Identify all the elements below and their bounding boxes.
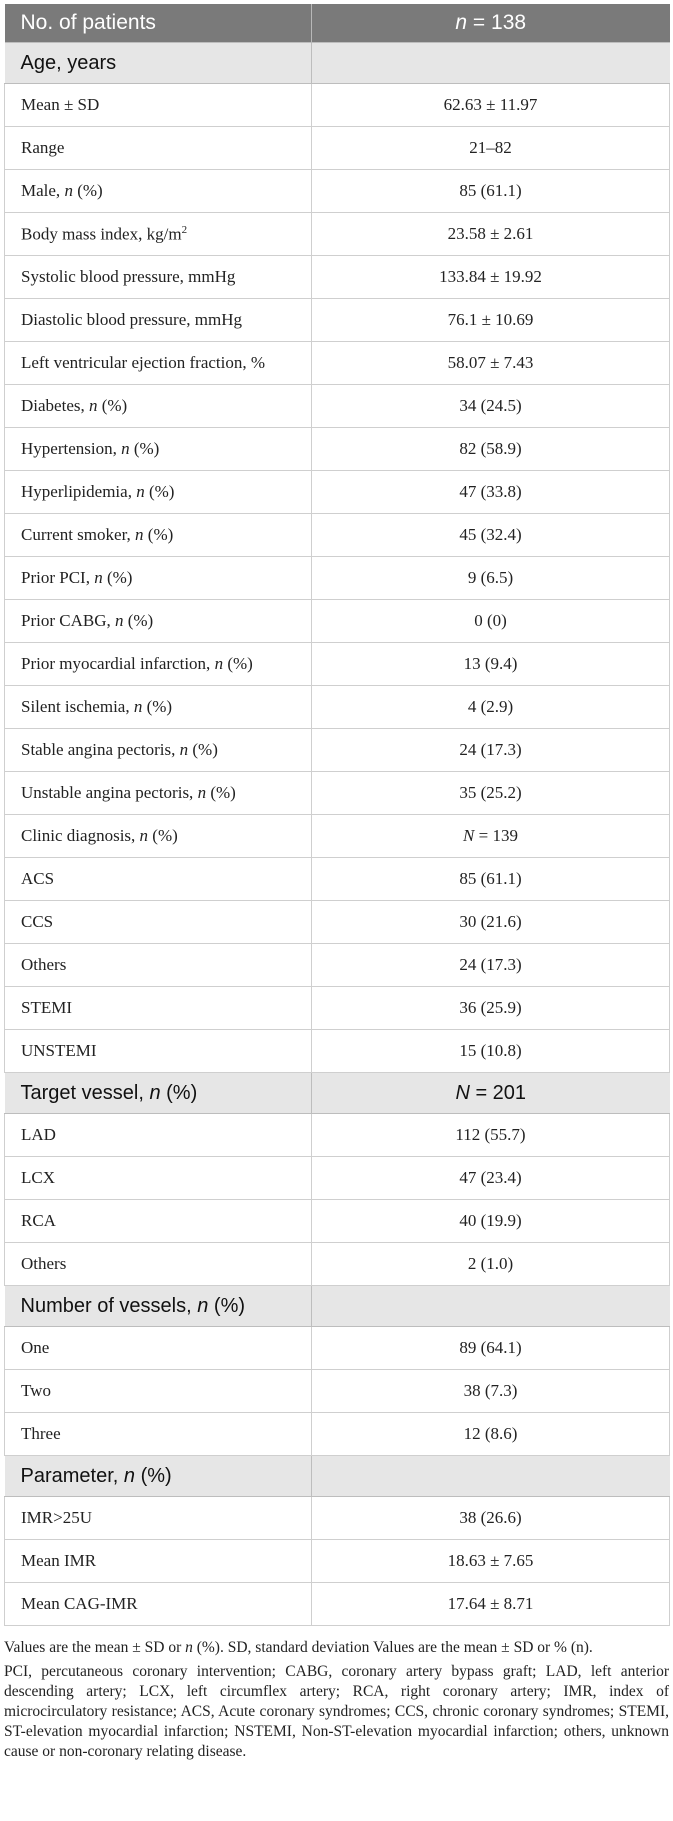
table-row xyxy=(5,1200,670,1243)
table-row xyxy=(5,1583,670,1626)
row-value-text: = 139 xyxy=(474,826,518,845)
section-title-suffix: (%) xyxy=(160,1081,198,1104)
table-row xyxy=(5,514,670,557)
row-label-italic: n xyxy=(114,611,124,630)
row-value xyxy=(312,944,670,987)
row-label-suffix: (%) xyxy=(97,396,128,415)
row-label xyxy=(5,1200,312,1243)
row-label-italic: n xyxy=(179,740,189,759)
row-label xyxy=(5,858,312,901)
row-value xyxy=(312,686,670,729)
row-value xyxy=(312,213,670,256)
row-label-text: Silent ischemia, xyxy=(21,697,134,716)
row-label-suffix: (%) xyxy=(223,654,253,673)
table-row xyxy=(5,815,670,858)
row-label xyxy=(5,213,312,256)
row-label-text: Others xyxy=(21,1254,67,1273)
row-label-italic: n xyxy=(136,482,145,501)
row-label-text: Diabetes, xyxy=(21,396,89,415)
row-value-text: 38 (7.3) xyxy=(463,1381,518,1400)
table-row xyxy=(5,1327,670,1370)
row-label-italic: n xyxy=(88,396,98,415)
row-label-suffix: (%) xyxy=(102,568,133,587)
row-label-text: Stable angina pectoris, xyxy=(21,740,180,759)
section-title-suffix: (%) xyxy=(208,1294,246,1317)
row-value xyxy=(312,901,670,944)
section-title xyxy=(5,1073,312,1114)
row-label-italic: n xyxy=(214,654,224,673)
table-row xyxy=(5,901,670,944)
row-value xyxy=(312,1583,670,1626)
row-label-suffix: (%) xyxy=(144,482,175,501)
row-label-text: Three xyxy=(21,1424,61,1443)
row-value-text: 45 (32.4) xyxy=(459,525,522,544)
table-row xyxy=(5,729,670,772)
row-value-text: 12 (8.6) xyxy=(463,1424,518,1443)
row-value-text: 62.63 ± 11.97 xyxy=(443,95,538,114)
row-label-suffix: (%) xyxy=(123,611,154,630)
table-row xyxy=(5,170,670,213)
row-value-text: 40 (19.9) xyxy=(459,1211,522,1230)
table-row xyxy=(5,772,670,815)
row-label xyxy=(5,1413,312,1456)
row-label xyxy=(5,385,312,428)
footnote-values-part2: (%). SD, standard deviation Values are the mean ± SD or % (n). xyxy=(192,1639,593,1656)
row-value-text: 85 (61.1) xyxy=(459,181,522,200)
row-label xyxy=(5,557,312,600)
table-header-row xyxy=(5,4,670,43)
row-label-suffix: (%) xyxy=(142,697,173,716)
row-value-text: 17.64 ± 8.71 xyxy=(447,1594,534,1613)
row-label-italic: n xyxy=(139,826,149,845)
footnote-values xyxy=(4,1638,669,1658)
row-label xyxy=(5,299,312,342)
footnote-values-n: n xyxy=(185,1639,193,1656)
row-value-text: 38 (26.6) xyxy=(459,1508,522,1527)
table-row xyxy=(5,987,670,1030)
section-title-suffix: (%) xyxy=(135,1464,172,1487)
row-value-text: 4 (2.9) xyxy=(467,697,514,716)
table-row xyxy=(5,944,670,987)
table-row xyxy=(5,1540,670,1583)
row-label-text: Diastolic blood pressure, mmHg xyxy=(21,310,242,329)
table-row xyxy=(5,600,670,643)
row-label-text: Hyperlipidemia, xyxy=(21,482,137,501)
row-value xyxy=(312,84,670,127)
row-value-text: 35 (25.2) xyxy=(459,783,522,802)
row-label xyxy=(5,471,312,514)
row-label-text: Body mass index, kg/m xyxy=(21,224,182,244)
row-label-superscript: 2 xyxy=(181,223,188,236)
row-label xyxy=(5,428,312,471)
row-value xyxy=(312,299,670,342)
row-label-text: Clinic diagnosis, xyxy=(21,826,140,845)
row-label-text: LCX xyxy=(21,1168,55,1187)
row-label xyxy=(5,1327,312,1370)
row-label xyxy=(5,1243,312,1286)
row-value xyxy=(312,1497,670,1540)
section-value xyxy=(312,1073,670,1114)
row-value xyxy=(312,1413,670,1456)
row-value-text: 30 (21.6) xyxy=(459,912,522,931)
section-title xyxy=(5,1286,312,1327)
row-label-italic: n xyxy=(133,697,143,716)
section-value-text: = 201 xyxy=(469,1081,527,1104)
row-value-text: 89 (64.1) xyxy=(459,1338,522,1357)
row-label-suffix: (%) xyxy=(143,525,174,544)
row-value xyxy=(312,471,670,514)
row-label-text: Mean CAG-IMR xyxy=(21,1594,138,1613)
row-label xyxy=(5,1497,312,1540)
row-label xyxy=(5,772,312,815)
row-value-text: 0 (0) xyxy=(474,611,507,630)
row-label-text: Prior CABG, xyxy=(21,611,115,630)
row-label-text: Two xyxy=(21,1381,51,1400)
table-row xyxy=(5,1413,670,1456)
row-value xyxy=(312,772,670,815)
table-row xyxy=(5,256,670,299)
row-label-text: Range xyxy=(21,138,65,157)
table-row xyxy=(5,557,670,600)
section-title-text: Parameter, xyxy=(20,1464,124,1487)
row-value-text: 112 (55.7) xyxy=(455,1125,526,1144)
table-row xyxy=(5,299,670,342)
row-label xyxy=(5,815,312,858)
section-title-italic: n xyxy=(197,1294,209,1317)
row-value xyxy=(312,127,670,170)
row-value-text: 47 (33.8) xyxy=(459,482,522,501)
row-value-text: 133.84 ± 19.92 xyxy=(439,267,542,286)
section-value xyxy=(312,1286,670,1327)
section-title xyxy=(5,1456,312,1497)
row-value xyxy=(312,600,670,643)
section-title xyxy=(5,43,312,84)
row-value xyxy=(312,1540,670,1583)
table-row xyxy=(5,1114,670,1157)
table-row xyxy=(5,1243,670,1286)
table-row xyxy=(5,84,670,127)
row-label xyxy=(5,1030,312,1073)
row-value xyxy=(312,1030,670,1073)
section-header-row xyxy=(5,1286,670,1327)
row-label xyxy=(5,1540,312,1583)
row-label xyxy=(5,84,312,127)
row-label-text: Unstable angina pectoris, xyxy=(21,783,198,802)
table-row xyxy=(5,127,670,170)
row-label-text: Left ventricular ejection fraction, % xyxy=(21,353,266,372)
patient-characteristics-table xyxy=(4,4,670,1626)
row-label-text: Prior myocardial infarction, xyxy=(21,654,215,673)
row-value xyxy=(312,1327,670,1370)
row-value xyxy=(312,514,670,557)
row-label xyxy=(5,686,312,729)
row-value-text: 13 (9.4) xyxy=(463,654,518,673)
table-row xyxy=(5,213,670,256)
row-value-text: 15 (10.8) xyxy=(459,1041,522,1060)
row-label xyxy=(5,170,312,213)
row-label-suffix: (%) xyxy=(148,826,178,845)
table-row xyxy=(5,385,670,428)
row-label xyxy=(5,944,312,987)
row-value-text: 82 (58.9) xyxy=(459,439,522,458)
row-label xyxy=(5,256,312,299)
row-label-text: CCS xyxy=(21,912,54,931)
section-value-italic: N xyxy=(455,1081,470,1104)
section-title-italic: n xyxy=(149,1081,161,1104)
row-label-text: Systolic blood pressure, mmHg xyxy=(21,267,236,286)
row-value xyxy=(312,170,670,213)
row-label xyxy=(5,643,312,686)
header-label: No. of patients xyxy=(5,4,312,43)
row-label xyxy=(5,729,312,772)
row-value xyxy=(312,1157,670,1200)
row-label-text: Others xyxy=(21,955,67,974)
row-value xyxy=(312,1370,670,1413)
table-row xyxy=(5,428,670,471)
row-value xyxy=(312,256,670,299)
row-value-text: 85 (61.1) xyxy=(459,869,522,888)
row-label-text: Hypertension, xyxy=(21,439,122,458)
row-label-italic: n xyxy=(94,568,103,587)
row-label xyxy=(5,1157,312,1200)
row-label xyxy=(5,127,312,170)
footnote-abbreviations: PCI, percutaneous coronary intervention; CABG, coronary artery bypass graft; LAD, left anterior descending artery; LCX, left circumflex artery; RCA, right coronary artery; IMR, index of microcirculatory resistance; ACS, Acute coronary syndromes; CCS, chronic coronary syndromes; STEMI, ST-elevation myocardial infarction; NSTEMI, Non-ST-elevation myocardial infarction; others, unknown cause or non-coronary relating disease. xyxy=(4,1663,669,1760)
row-label xyxy=(5,514,312,557)
section-title-text: Number of vessels, xyxy=(20,1294,198,1317)
table-row xyxy=(5,342,670,385)
table-row xyxy=(5,471,670,514)
row-label-text: Prior PCI, xyxy=(21,568,95,587)
row-value-text: 36 (25.9) xyxy=(459,998,522,1017)
row-value-text: 34 (24.5) xyxy=(459,396,522,415)
row-label-text: One xyxy=(21,1338,50,1357)
row-label-text: Mean ± SD xyxy=(21,95,100,114)
row-label xyxy=(5,342,312,385)
row-label-text: RCA xyxy=(21,1211,56,1230)
row-label xyxy=(5,1583,312,1626)
row-value-text: 2 (1.0) xyxy=(467,1254,514,1273)
row-label-text: LAD xyxy=(21,1125,56,1144)
section-value xyxy=(312,43,670,84)
row-label-suffix: (%) xyxy=(129,439,160,458)
table-row xyxy=(5,1370,670,1413)
row-label-italic: n xyxy=(135,525,144,544)
row-label-suffix: (%) xyxy=(188,740,218,759)
row-value xyxy=(312,1243,670,1286)
section-title-text: Target vessel, xyxy=(20,1081,150,1104)
row-label xyxy=(5,1114,312,1157)
table-row xyxy=(5,1157,670,1200)
table-footnotes xyxy=(4,1638,669,1762)
row-label-italic: n xyxy=(64,181,73,200)
table-page xyxy=(4,4,669,1766)
row-label-italic: n xyxy=(121,439,130,458)
table-row xyxy=(5,1030,670,1073)
row-label xyxy=(5,1370,312,1413)
row-label xyxy=(5,600,312,643)
row-value-text: 24 (17.3) xyxy=(459,955,522,974)
row-value-text: 18.63 ± 7.65 xyxy=(447,1551,534,1570)
row-label-suffix: (%) xyxy=(206,783,236,802)
row-label xyxy=(5,901,312,944)
row-value-text: 47 (23.4) xyxy=(459,1168,522,1187)
row-value xyxy=(312,1114,670,1157)
row-value xyxy=(312,1200,670,1243)
table-row xyxy=(5,686,670,729)
section-title-italic: n xyxy=(123,1464,136,1487)
row-value xyxy=(312,428,670,471)
row-value-text: 9 (6.5) xyxy=(467,568,514,587)
row-value-text: 23.58 ± 2.61 xyxy=(447,224,534,243)
row-value xyxy=(312,729,670,772)
row-label-text: STEMI xyxy=(21,998,72,1017)
row-label-text: UNSTEMI xyxy=(21,1041,97,1060)
row-label-text: Current smoker, xyxy=(21,525,136,544)
row-value xyxy=(312,643,670,686)
row-value xyxy=(312,815,670,858)
section-header-row xyxy=(5,1073,670,1114)
header-value xyxy=(312,4,670,43)
row-value xyxy=(312,342,670,385)
table-row xyxy=(5,643,670,686)
row-value xyxy=(312,385,670,428)
row-value-text: 21–82 xyxy=(469,138,512,157)
row-label xyxy=(5,987,312,1030)
row-label-suffix: (%) xyxy=(72,181,103,200)
row-value-italic: N xyxy=(463,826,475,845)
table-row xyxy=(5,858,670,901)
row-value xyxy=(312,858,670,901)
table-body xyxy=(5,43,670,1626)
row-label-text: ACS xyxy=(21,869,55,888)
header-value-prefix: n xyxy=(455,11,468,34)
row-label-text: Mean IMR xyxy=(21,1551,97,1570)
section-header-row xyxy=(5,43,670,84)
section-title-text: Age, years xyxy=(20,51,117,74)
section-header-row xyxy=(5,1456,670,1497)
footnote-values-part1: Values are the mean ± SD or xyxy=(4,1639,186,1656)
row-value-text: 24 (17.3) xyxy=(459,740,522,759)
table-row xyxy=(5,1497,670,1540)
row-value-text: 58.07 ± 7.43 xyxy=(447,353,534,372)
row-value xyxy=(312,557,670,600)
row-label-text: Male, xyxy=(21,181,65,200)
row-value-text: 76.1 ± 10.69 xyxy=(447,310,534,329)
row-label-text: IMR>25U xyxy=(21,1508,92,1527)
row-value xyxy=(312,987,670,1030)
header-value-suffix: = 138 xyxy=(467,11,527,34)
row-label-italic: n xyxy=(197,783,207,802)
section-value xyxy=(312,1456,670,1497)
